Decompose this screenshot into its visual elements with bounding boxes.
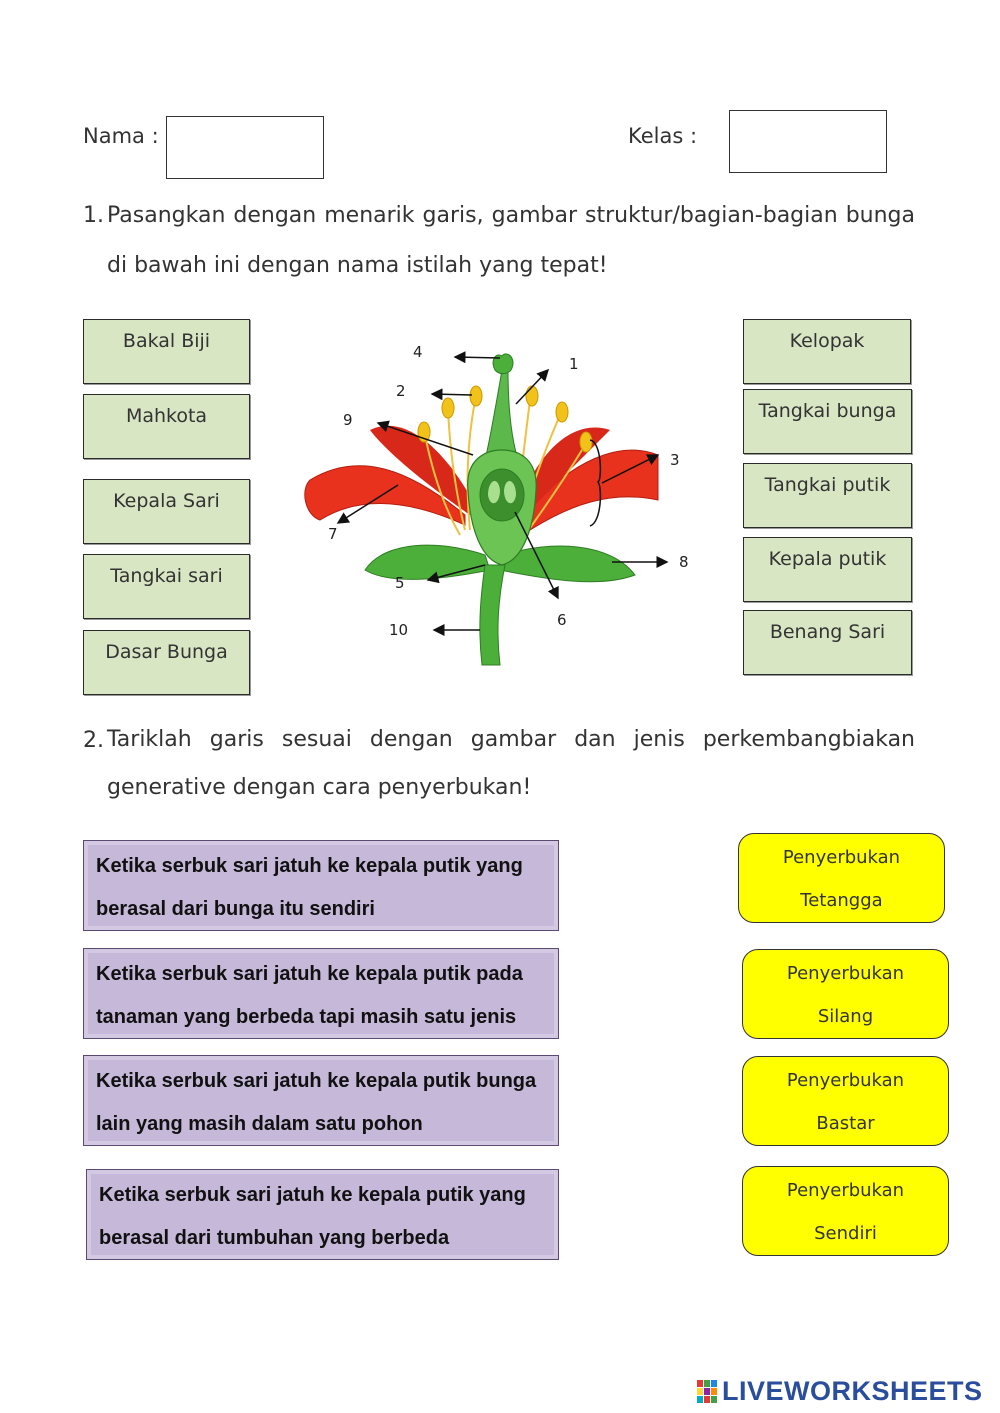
diagram-number-4: 4 — [413, 343, 423, 361]
definition-1-line1: Ketika serbuk sari jatuh ke kepala putik yang — [96, 855, 523, 877]
name-input[interactable] — [166, 116, 324, 179]
term-box-mahkota[interactable]: Mahkota — [83, 394, 250, 459]
definition-1-line2: berasal dari bunga itu sendiri — [96, 898, 375, 920]
term-box-benang-sari[interactable]: Benang Sari — [743, 610, 912, 675]
type-box-sendiri[interactable] — [742, 1166, 949, 1256]
type-2-line1: Penyerbukan — [786, 963, 905, 984]
definition-4-line2: berasal dari tumbuhan yang berbeda — [99, 1227, 450, 1249]
stem — [480, 565, 505, 665]
term-box-dasar-bunga[interactable]: Dasar Bunga — [83, 630, 250, 695]
ovary-chamber — [480, 469, 524, 521]
definition-box-4[interactable] — [86, 1169, 559, 1260]
definition-box-3[interactable] — [83, 1055, 559, 1146]
term-box-kepala-sari[interactable]: Kepala Sari — [83, 479, 250, 544]
term-box-bakal-biji[interactable]: Bakal Biji — [83, 319, 250, 384]
q1-line2: di bawah ini dengan nama istilah yang tepat! — [107, 253, 608, 278]
type-3-line1: Penyerbukan — [786, 1070, 905, 1091]
q1-number: 1. — [83, 203, 104, 228]
definition-3-line2: lain yang masih dalam satu pohon — [96, 1113, 423, 1135]
q2-number: 2. — [83, 728, 104, 753]
name-label: Nama : — [83, 124, 159, 148]
diagram-number-1: 1 — [569, 355, 579, 373]
diagram-number-10: 10 — [389, 621, 409, 639]
class-input[interactable] — [729, 110, 887, 173]
type-3-line2: Bastar — [816, 1113, 875, 1134]
type-box-silang[interactable] — [742, 949, 949, 1039]
type-box-tetangga[interactable] — [738, 833, 945, 923]
diagram-number-9: 9 — [343, 411, 353, 429]
diagram-number-2: 2 — [396, 382, 406, 400]
definition-box-1[interactable] — [83, 840, 559, 931]
definition-box-2[interactable] — [83, 948, 559, 1039]
term-box-kepala-putik[interactable]: Kepala putik — [743, 537, 912, 602]
flower-diagram — [290, 330, 710, 680]
definition-2-line1: Ketika serbuk sari jatuh ke kepala putik pada — [96, 963, 523, 985]
liveworksheets-logo-text: LIVEWORKSHEETS — [722, 1376, 983, 1406]
diagram-number-6: 6 — [557, 611, 567, 629]
definition-4-line1: Ketika serbuk sari jatuh ke kepala putik yang — [99, 1184, 526, 1206]
term-box-kelopak[interactable]: Kelopak — [743, 319, 911, 384]
definition-3-line1: Ketika serbuk sari jatuh ke kepala putik bunga — [96, 1070, 537, 1092]
liveworksheets-logo-icon — [697, 1380, 719, 1404]
q2-line1: Tariklah garis sesuai dengan gambar dan jenis perkembangbiakan — [107, 727, 915, 752]
definition-2-line2: tanaman yang berbeda tapi masih satu jenis — [96, 1006, 517, 1028]
type-2-line2: Silang — [817, 1006, 874, 1027]
diagram-number-8: 8 — [679, 553, 689, 571]
stigma — [493, 354, 513, 374]
diagram-number-7: 7 — [328, 525, 338, 543]
type-box-bastar[interactable] — [742, 1056, 949, 1146]
q2-line2: generative dengan cara penyerbukan! — [107, 775, 532, 800]
type-4-line1: Penyerbukan — [786, 1180, 905, 1201]
class-label: Kelas : — [628, 124, 698, 148]
diagram-number-3: 3 — [670, 451, 680, 469]
pistil-style — [485, 370, 518, 460]
term-box-tangkai-sari[interactable]: Tangkai sari — [83, 554, 250, 619]
term-box-tangkai-putik[interactable]: Tangkai putik — [743, 463, 912, 528]
type-1-line2: Tetangga — [800, 890, 883, 911]
type-4-line2: Sendiri — [814, 1223, 877, 1244]
term-box-tangkai-bunga[interactable]: Tangkai bunga — [743, 389, 912, 454]
q2-instruction — [107, 715, 915, 811]
q1-line1: Pasangkan dengan menarik garis, gambar struktur/bagian-bagian bunga — [107, 203, 915, 228]
sepal-left — [365, 545, 490, 579]
diagram-number-5: 5 — [395, 574, 405, 592]
q1-instruction — [107, 191, 915, 291]
type-1-line1: Penyerbukan — [782, 847, 901, 868]
